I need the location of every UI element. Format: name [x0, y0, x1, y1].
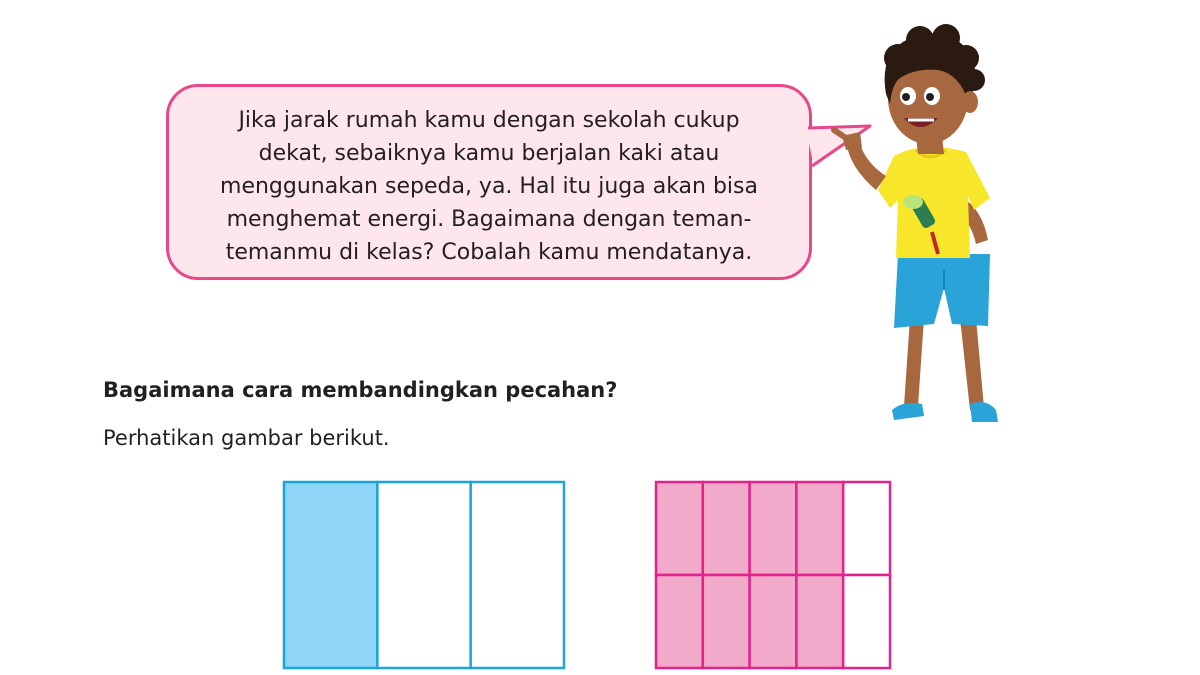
instruction-text: Perhatikan gambar berikut.: [103, 426, 390, 450]
fraction-part-shaded: [750, 482, 797, 575]
boy-pointing-illustration: [820, 18, 1010, 430]
fraction-part-shaded: [796, 482, 843, 575]
speech-line: menghemat energi. Bagaimana dengan teman-: [226, 207, 752, 232]
speech-bubble-text: [184, 104, 794, 269]
fraction-part-shaded: [703, 482, 750, 575]
fraction-part-empty: [843, 575, 890, 668]
fraction-part-empty: [377, 482, 470, 668]
fraction-part-empty: [843, 482, 890, 575]
fraction-part-shaded: [703, 575, 750, 668]
fraction-part-shaded: [284, 482, 377, 668]
speech-line: temanmu di kelas? Cobalah kamu mendatanya.: [225, 240, 753, 265]
speech-line: menggunakan sepeda, ya. Hal itu juga akan bisa: [220, 174, 758, 199]
fraction-part-shaded: [656, 482, 703, 575]
question-heading: Bagaimana cara membandingkan pecahan?: [103, 378, 618, 402]
fraction-part-shaded: [750, 575, 797, 668]
fraction-part-empty: [471, 482, 564, 668]
fraction-part-shaded: [656, 575, 703, 668]
speech-line: Jika jarak rumah kamu dengan sekolah cukup: [238, 108, 740, 133]
fraction-part-shaded: [796, 575, 843, 668]
fraction-figure-thirds: [282, 480, 566, 670]
fraction-figure-tenths: [654, 480, 892, 670]
speech-line: dekat, sebaiknya kamu berjalan kaki atau: [258, 141, 720, 166]
